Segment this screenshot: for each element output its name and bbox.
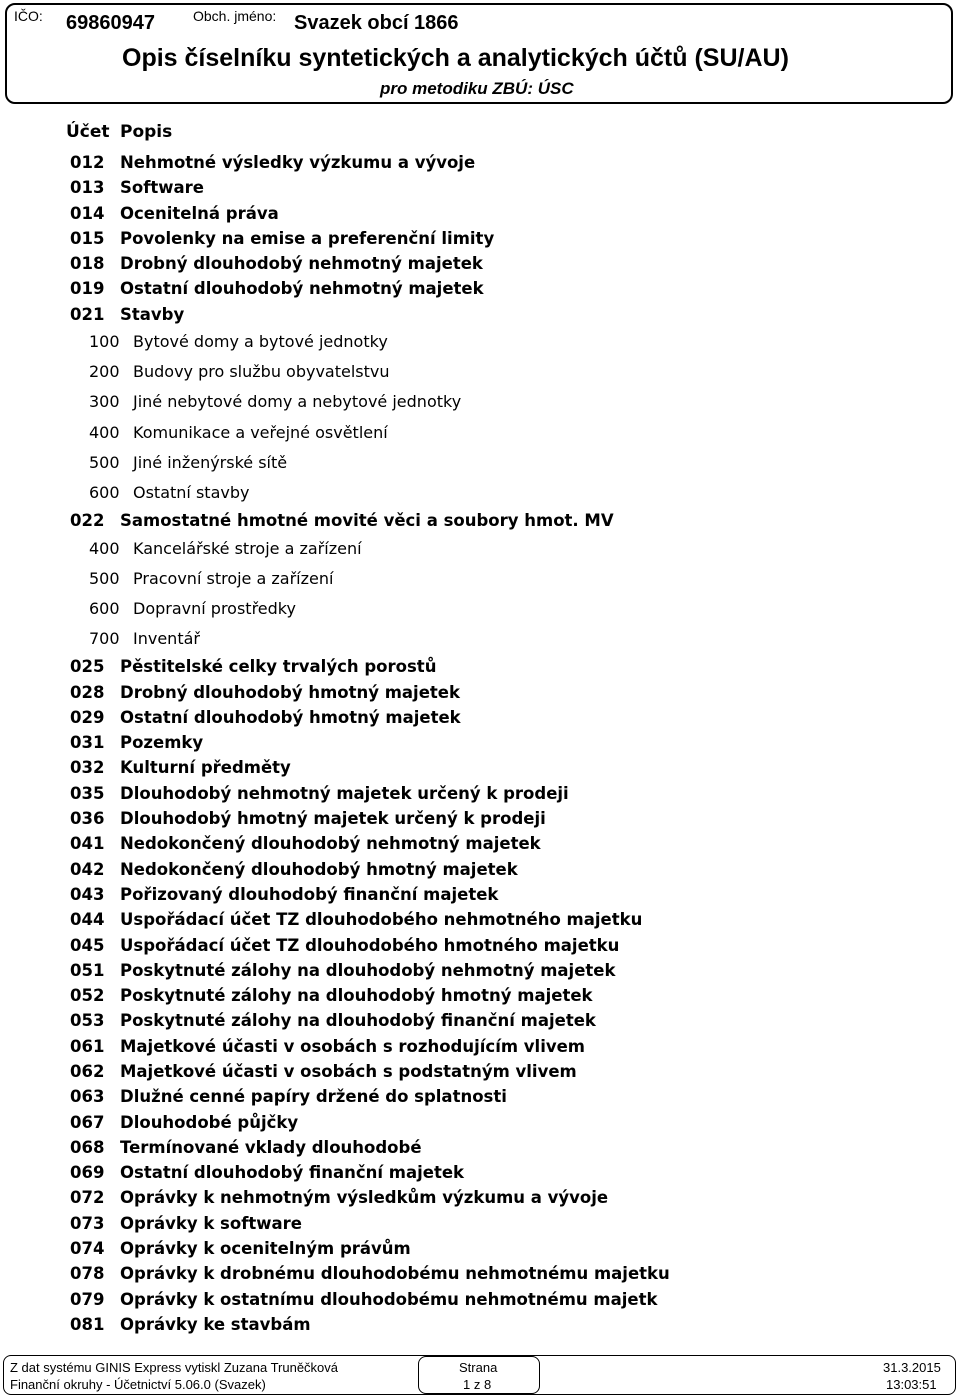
subaccount-name: Jiné nebytové domy a nebytové jednotky xyxy=(133,392,462,412)
table-row xyxy=(0,705,960,730)
subaccount-code: 400 xyxy=(89,538,120,558)
subaccount-name: Kancelářské stroje a zařízení xyxy=(133,538,362,558)
name-value: Svazek obcí 1866 xyxy=(294,12,459,34)
table-subrow xyxy=(0,327,960,357)
account-name: Oprávky ke stavbám xyxy=(120,1314,311,1334)
account-code: 053 xyxy=(70,1011,105,1031)
table-row xyxy=(0,1236,960,1261)
account-name: Oprávky k ocenitelným právům xyxy=(120,1239,411,1259)
account-code: 073 xyxy=(70,1213,105,1233)
table-row xyxy=(0,150,960,175)
account-code: 074 xyxy=(70,1239,105,1259)
subaccount-name: Budovy pro službu obyvatelstvu xyxy=(133,362,390,382)
footer-module: Finanční okruhy - Účetnictví 5.06.0 (Svazek) xyxy=(10,1377,266,1392)
footer-page-label: Strana xyxy=(459,1360,498,1375)
footer-printed-by: Z dat systému GINIS Express vytiskl Zuzana Truněčková xyxy=(10,1360,339,1375)
table-subrow xyxy=(0,534,960,564)
account-name: Poskytnuté zálohy na dlouhodobý nehmotný majetek xyxy=(120,960,616,980)
footer-date: 31.3.2015 xyxy=(883,1360,941,1375)
account-name: Pozemky xyxy=(120,733,204,753)
table-row xyxy=(0,1185,960,1210)
table-row xyxy=(0,1287,960,1312)
name-label: Obch. jméno: xyxy=(193,8,277,24)
account-code: 022 xyxy=(70,511,105,531)
account-code: 035 xyxy=(70,783,105,803)
account-name: Ostatní dlouhodobý finanční majetek xyxy=(120,1163,465,1183)
account-code: 036 xyxy=(70,809,105,829)
table-row xyxy=(0,251,960,276)
footer-page-number: 1 z 8 xyxy=(463,1377,492,1392)
account-code: 067 xyxy=(70,1112,105,1132)
table-row xyxy=(0,1135,960,1160)
account-name: Uspořádací účet TZ dlouhodobého hmotného majetku xyxy=(120,935,620,955)
table-row xyxy=(0,201,960,226)
account-code: 032 xyxy=(70,758,105,778)
subaccount-name: Pracovní stroje a zařízení xyxy=(133,568,334,588)
account-name: Nehmotné výsledky výzkumu a vývoje xyxy=(120,153,476,172)
table-row xyxy=(0,857,960,882)
account-code: 062 xyxy=(70,1062,105,1081)
ico-value: 69860947 xyxy=(66,12,155,34)
account-name: Nedokončený dlouhodobý nehmotný majetek xyxy=(120,834,541,854)
subaccount-name: Ostatní stavby xyxy=(133,483,250,503)
account-name: Drobný dlouhodobý hmotný majetek xyxy=(120,682,460,702)
subaccount-code: 100 xyxy=(89,332,120,352)
table-row xyxy=(0,654,960,679)
footer-time: 13:03:51 xyxy=(886,1377,937,1392)
table-row xyxy=(0,276,960,301)
account-code: 068 xyxy=(70,1137,105,1157)
subaccount-code: 400 xyxy=(89,422,120,442)
account-name: Pěstitelské celky trvalých porostů xyxy=(120,657,437,677)
account-name: Majetkové účasti v osobách s podstatným vlivem xyxy=(120,1062,577,1081)
account-name: Oprávky k nehmotným výsledkům výzkumu a vývoje xyxy=(120,1188,609,1208)
table-row xyxy=(0,226,960,251)
subaccount-name: Jiné inženýrské sítě xyxy=(133,452,288,472)
account-code: 042 xyxy=(70,859,105,879)
account-code: 044 xyxy=(70,910,105,930)
subaccount-name: Dopravní prostředky xyxy=(133,598,296,618)
subaccount-code: 700 xyxy=(89,629,120,649)
subaccount-code: 500 xyxy=(89,452,120,472)
account-name: Oprávky k ostatnímu dlouhodobému nehmotnému majetk xyxy=(120,1289,658,1309)
account-code: 028 xyxy=(70,682,105,702)
account-code: 021 xyxy=(70,304,105,324)
table-subrow xyxy=(0,594,960,624)
account-code: 045 xyxy=(70,935,105,955)
table-subrow xyxy=(0,387,960,417)
table-row xyxy=(0,1160,960,1185)
table-row xyxy=(0,1110,960,1135)
table-subrow xyxy=(0,624,960,654)
table-row xyxy=(0,806,960,831)
account-name: Dlužné cenné papíry držené do splatnosti xyxy=(120,1087,507,1107)
account-name: Dlouhodobý nehmotný majetek určený k prodeji xyxy=(120,783,569,803)
table-subrow xyxy=(0,357,960,387)
table-row xyxy=(0,680,960,705)
table-row xyxy=(0,781,960,806)
table-row xyxy=(0,831,960,856)
account-name: Majetkové účasti v osobách s rozhodujícím vlivem xyxy=(120,1036,585,1056)
table-row xyxy=(0,882,960,907)
table-row xyxy=(0,302,960,327)
account-code: 051 xyxy=(70,960,105,980)
account-code: 081 xyxy=(70,1314,105,1334)
account-name: Poskytnuté zálohy na dlouhodobý finanční majetek xyxy=(120,1011,596,1031)
account-code: 029 xyxy=(70,707,105,727)
account-code: 019 xyxy=(70,279,105,299)
subaccount-code: 300 xyxy=(89,392,120,412)
account-name: Ostatní dlouhodobý nehmotný majetek xyxy=(120,279,484,299)
subaccount-name: Inventář xyxy=(133,629,200,649)
table-subrow xyxy=(0,448,960,478)
table-subrow xyxy=(0,478,960,508)
table-row xyxy=(0,907,960,932)
account-code: 063 xyxy=(70,1087,105,1107)
table-row xyxy=(0,983,960,1008)
table-row xyxy=(0,755,960,780)
table-row xyxy=(0,730,960,755)
account-code: 031 xyxy=(70,733,105,753)
account-code: 072 xyxy=(70,1188,105,1208)
account-code: 041 xyxy=(70,834,105,854)
table-row xyxy=(0,1034,960,1059)
account-name: Nedokončený dlouhodobý hmotný majetek xyxy=(120,859,518,879)
account-code: 052 xyxy=(70,986,105,1006)
table-row xyxy=(0,1084,960,1109)
table-subrow xyxy=(0,418,960,448)
page-title: Opis číselníku syntetických a analytických účtů (SU/AU) xyxy=(122,44,789,72)
account-name: Ocenitelná práva xyxy=(120,203,279,223)
table-row xyxy=(0,958,960,983)
account-code: 079 xyxy=(70,1289,105,1309)
table-row xyxy=(0,933,960,958)
ico-label: IČO: xyxy=(14,8,43,24)
column-header-account: Účet xyxy=(66,122,110,142)
account-name: Dlouhodobý hmotný majetek určený k prodeji xyxy=(120,809,546,829)
column-header-description: Popis xyxy=(120,122,173,142)
account-code: 014 xyxy=(70,203,105,223)
subaccount-code: 500 xyxy=(89,568,120,588)
account-name: Stavby xyxy=(120,304,185,324)
account-name: Oprávky k software xyxy=(120,1213,302,1233)
table-row xyxy=(0,1008,960,1033)
account-code: 078 xyxy=(70,1264,105,1284)
account-code: 061 xyxy=(70,1036,105,1056)
table-row xyxy=(0,1059,960,1084)
account-code: 013 xyxy=(70,178,105,198)
account-code: 015 xyxy=(70,228,105,248)
account-code: 025 xyxy=(70,657,105,677)
account-code: 012 xyxy=(70,153,105,172)
account-code: 018 xyxy=(70,254,105,274)
account-name: Dlouhodobé půjčky xyxy=(120,1112,299,1132)
account-name: Software xyxy=(120,178,204,198)
account-name: Samostatné hmotné movité věci a soubory hmot. MV xyxy=(120,511,614,531)
account-name: Poskytnuté zálohy na dlouhodobý hmotný majetek xyxy=(120,986,593,1006)
page-subtitle: pro metodiku ZBÚ: ÚSC xyxy=(380,79,574,98)
table-row xyxy=(0,1211,960,1236)
table-row xyxy=(0,1261,960,1286)
account-name: Kulturní předměty xyxy=(120,758,291,778)
account-name: Uspořádací účet TZ dlouhodobého nehmotného majetku xyxy=(120,910,643,930)
account-name: Povolenky na emise a preferenční limity xyxy=(120,228,495,248)
subaccount-name: Komunikace a veřejné osvětlení xyxy=(133,422,388,442)
account-name: Drobný dlouhodobý nehmotný majetek xyxy=(120,254,483,274)
account-list xyxy=(0,150,960,1337)
account-code: 069 xyxy=(70,1163,105,1183)
table-row xyxy=(0,175,960,200)
account-name: Termínované vklady dlouhodobé xyxy=(120,1137,422,1157)
table-row xyxy=(0,508,960,533)
account-name: Pořizovaný dlouhodobý finanční majetek xyxy=(120,884,499,904)
subaccount-code: 200 xyxy=(89,362,120,382)
subaccount-code: 600 xyxy=(89,598,120,618)
table-subrow xyxy=(0,564,960,594)
subaccount-code: 600 xyxy=(89,483,120,503)
subaccount-name: Bytové domy a bytové jednotky xyxy=(133,332,388,352)
account-name: Ostatní dlouhodobý hmotný majetek xyxy=(120,707,461,727)
account-code: 043 xyxy=(70,884,105,904)
account-name: Oprávky k drobnému dlouhodobému nehmotnému majetku xyxy=(120,1264,670,1284)
table-row xyxy=(0,1312,960,1337)
